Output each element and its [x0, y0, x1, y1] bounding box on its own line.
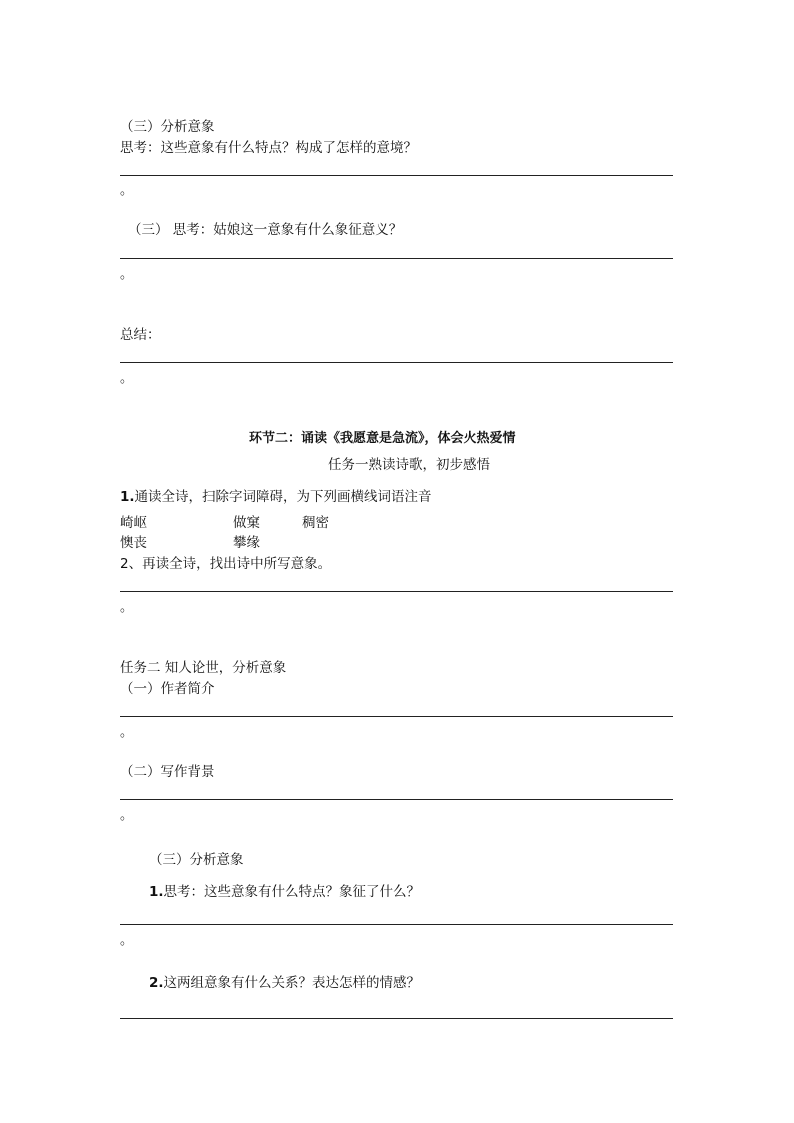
answer-line	[120, 591, 673, 592]
end-mark: 。	[120, 725, 134, 740]
question-body: 这两组意象有什么关系？表达怎样的情感？	[163, 975, 421, 991]
item-number: 1.	[149, 884, 164, 900]
subsection-heading: （一）作者简介	[120, 681, 215, 697]
task-title: 任务一熟读诗歌，初步感悟	[328, 457, 490, 473]
vocab-word: 稠密	[302, 515, 329, 531]
answer-line	[120, 175, 673, 176]
vocab-word: 懊丧	[120, 535, 147, 551]
question-text: 思考：这些意象有什么特点？构成了怎样的意境？	[120, 140, 417, 156]
instruction-body: 通读全诗，扫除字词障碍，为下列画横线词语注音	[134, 489, 432, 505]
instruction-text	[120, 491, 432, 505]
answer-line	[120, 258, 673, 259]
summary-label: 总结：	[120, 327, 161, 343]
section-title: 环节二：诵读《我愿意是急流》，体会火热爱情	[249, 431, 516, 446]
answer-line	[120, 716, 673, 717]
answer-line	[120, 1018, 673, 1019]
answer-line	[120, 362, 673, 363]
end-mark: 。	[120, 371, 134, 386]
end-mark: 。	[120, 600, 134, 615]
end-mark: 。	[120, 808, 134, 823]
end-mark: 。	[120, 933, 134, 948]
item-number: 1.	[120, 489, 135, 505]
question-text	[149, 977, 420, 991]
vocab-word: 攀缘	[233, 535, 260, 551]
item-number: 2.	[149, 975, 164, 991]
end-mark: 。	[120, 267, 134, 282]
task-title: 任务二 知人论世，分析意象	[120, 660, 287, 676]
question-text: （三） 思考：姑娘这一意象有什么象征意义？	[128, 222, 403, 238]
question-text	[149, 886, 420, 900]
section-heading: （三）分析意象	[120, 119, 215, 135]
vocab-word: 做窠	[233, 515, 260, 531]
instruction-text: 2、再读全诗，找出诗中所写意象。	[120, 556, 332, 572]
answer-line	[120, 924, 673, 925]
question-body: 思考：这些意象有什么特点？象征了什么？	[163, 884, 421, 900]
subsection-heading: （三）分析意象	[149, 852, 244, 868]
end-mark: 。	[120, 183, 134, 198]
subsection-heading: （二）写作背景	[120, 764, 215, 780]
vocab-word: 崎岖	[120, 515, 147, 531]
answer-line	[120, 799, 673, 800]
